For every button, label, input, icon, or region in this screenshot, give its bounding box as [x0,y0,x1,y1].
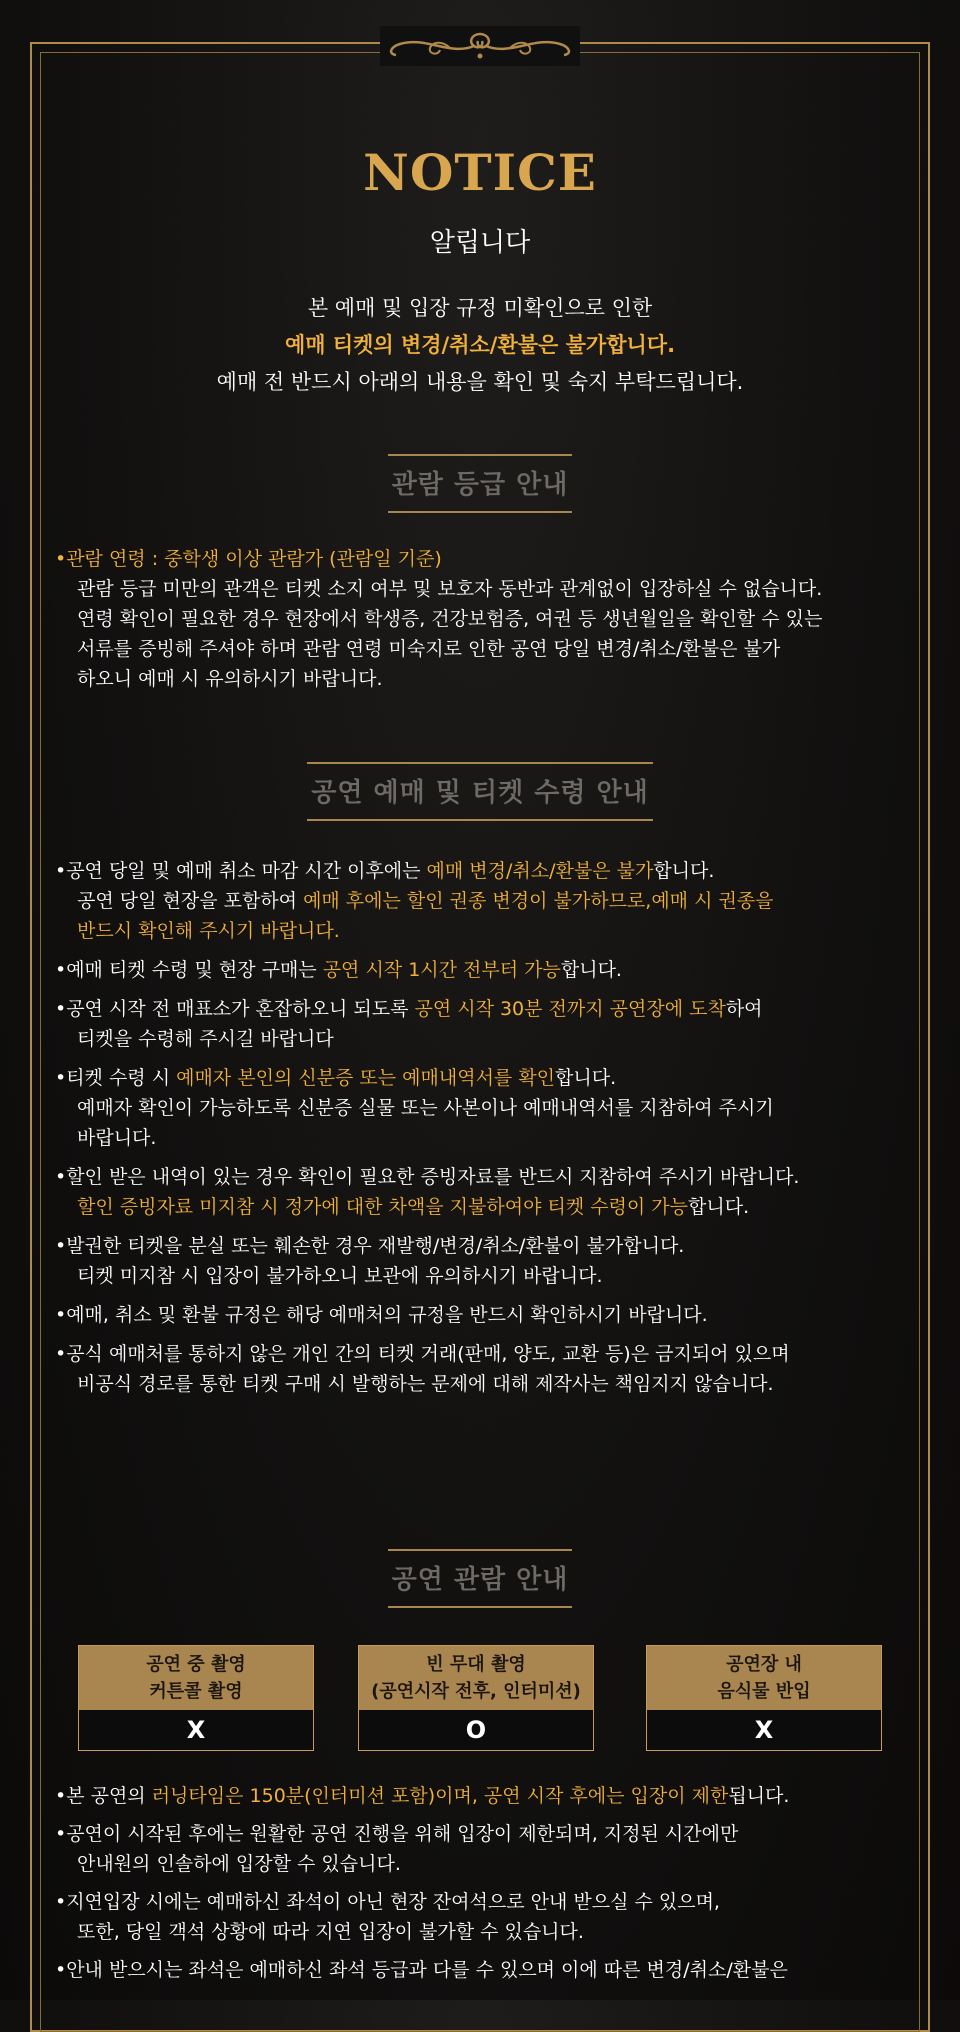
rating-section-body [55,544,925,694]
rule-cell-header [359,1646,593,1710]
rule-label: 공연장 내 [726,1654,802,1675]
notice-subtitle: 알립니다 [429,228,531,258]
text: 티켓 미지참 시 입장이 불가하오니 보관에 유의하시기 바랍니다. [77,1265,603,1287]
text: 예매자 확인이 가능하도록 신분증 실물 또는 사본이나 예매내역서를 지참하여 주시기 [77,1097,774,1119]
list-item-line: 서류를 증빙해 주셔야 하며 관람 연령 미숙지로 인한 공연 당일 변경/취소/환불은 불가 [77,638,781,660]
age-limit-text: •관람 연령 : 중학생 이상 관람가 (관람일 기준) [55,548,442,570]
list-item [55,1231,925,1291]
highlight-text: 예매 후에는 할인 권종 변경이 불가하므로,예매 시 권종을 [303,890,774,912]
list-item [55,544,925,574]
list-item-line: 하오니 예매 시 유의하시기 바랍니다. [77,668,383,690]
text: •할인 받은 내역이 있는 경우 확인이 필요한 증빙자료를 반드시 지참하여 주시기 바랍니다. [55,1166,800,1188]
list-item [55,994,925,1054]
rule-cell-empty-stage [358,1645,594,1751]
text: 바랍니다. [77,1127,157,1149]
text: •본 공연의 [55,1785,152,1807]
rule-value: X [79,1710,313,1750]
text: 합니다. [560,959,622,981]
text: •발권한 티켓을 분실 또는 훼손한 경우 재발행/변경/취소/환불이 불가합니다. [55,1235,685,1257]
text: 됩니다. [728,1785,790,1807]
list-item [55,1781,925,1811]
highlight-text: 할인 증빙자료 미지참 시 정가에 대한 차액을 지불하여야 티켓 수령이 가능 [77,1196,689,1218]
text: •공식 예매처를 통하지 않은 개인 간의 티켓 거래(판매, 양도, 교환 등)은 금지되어 있으며 [55,1343,790,1365]
list-item [55,1063,925,1153]
rule-cell-header [79,1646,313,1710]
text: 합니다. [688,1196,750,1218]
list-item [55,1819,925,1879]
text: •예매, 취소 및 환불 규정은 해당 예매처의 규정을 반드시 확인하시기 바랍니다. [55,1304,708,1326]
highlight-text: 예매자 본인의 신분증 또는 예매내역서를 확인 [176,1067,556,1089]
text: 티켓을 수령해 주시길 바랍니다 [77,1028,334,1050]
rule-label: 공연 중 촬영 [146,1654,246,1675]
text: 안내원의 인솔하에 입장할 수 있습니다. [77,1853,401,1875]
list-item [55,1162,925,1222]
text: •티켓 수령 시 [55,1067,177,1089]
highlight-text: 반드시 확인해 주시기 바랍니다. [77,920,340,942]
rule-label: (공연시작 전후, 인터미션) [371,1681,581,1702]
list-item [55,955,925,985]
viewing-rules-table [78,1645,884,1751]
booking-section-body [55,856,925,1408]
intro-line: 예매 전 반드시 아래의 내용을 확인 및 숙지 부탁드립니다. [216,370,744,394]
section-heading-text: 공연 예매 및 티켓 수령 안내 [307,762,653,821]
section-heading-text: 관람 등급 안내 [388,454,573,513]
rule-cell-filming [78,1645,314,1751]
text: 하여 [725,998,763,1020]
highlight-text: 공연 시작 1시간 전부터 가능 [322,959,561,981]
highlight-text: 공연 시작 30분 전까지 공연장에 도착 [414,998,726,1020]
rule-cell-header [647,1646,881,1710]
intro-line: 본 예매 및 입장 규정 미확인으로 인한 [307,296,653,320]
text: •공연 당일 및 예매 취소 마감 시간 이후에는 [55,860,427,882]
text: •지연입장 시에는 예매하신 좌석이 아닌 현장 잔여석으로 안내 받으실 수 있으며, [55,1891,720,1913]
text: 합니다. [555,1067,617,1089]
notice-intro [0,290,960,401]
text: 합니다. [653,860,715,882]
rule-label: 빈 무대 촬영 [426,1654,526,1675]
rule-cell-food [646,1645,882,1751]
scroll-ornament-icon [380,26,580,66]
text: 공연 당일 현장을 포함하여 [77,890,304,912]
rule-value: O [359,1710,593,1750]
viewing-section-body [55,1781,925,1993]
intro-warning-line: 예매 티켓의 변경/취소/환불은 불가합니다. [284,333,676,357]
booking-section-heading [0,762,960,821]
list-item-line: 관람 등급 미만의 관객은 티켓 소지 여부 및 보호자 동반과 관계없이 입장하실 수 없습니다. [77,578,823,600]
notice-title: NOTICE [363,143,597,202]
text: •안내 받으시는 좌석은 예매하신 좌석 등급과 다를 수 있으며 이에 따른 변경/취소/환불은 [55,1959,788,1981]
text: 또한, 당일 객석 상황에 따라 지연 입장이 불가할 수 있습니다. [77,1921,584,1943]
list-item [55,1955,925,1985]
text: •공연이 시작된 후에는 원활한 공연 진행을 위해 입장이 제한되며, 지정된 시간에만 [55,1823,739,1845]
list-item [55,856,925,946]
list-item [55,1887,925,1947]
rule-label: 커튼콜 촬영 [149,1681,243,1702]
text: •예매 티켓 수령 및 현장 구매는 [55,959,323,981]
list-item [55,1300,925,1330]
text: •공연 시작 전 매표소가 혼잡하오니 되도록 [55,998,415,1020]
highlight-text: 예매 변경/취소/환불은 불가 [426,860,654,882]
viewing-section-heading [0,1549,960,1608]
list-item [55,1339,925,1399]
rule-value: X [647,1710,881,1750]
list-item-line: 연령 확인이 필요한 경우 현장에서 학생증, 건강보험증, 여권 등 생년월일을 확인할 수 있는 [77,608,823,630]
section-heading-text: 공연 관람 안내 [388,1549,573,1608]
highlight-text: 러닝타임은 150분(인터미션 포함)이며, 공연 시작 후에는 입장이 제한 [151,1785,729,1807]
rating-section-heading [0,454,960,513]
text: 비공식 경로를 통한 티켓 구매 시 발행하는 문제에 대해 제작사는 책임지지 않습니다. [77,1373,774,1395]
rule-label: 음식물 반입 [717,1681,811,1702]
